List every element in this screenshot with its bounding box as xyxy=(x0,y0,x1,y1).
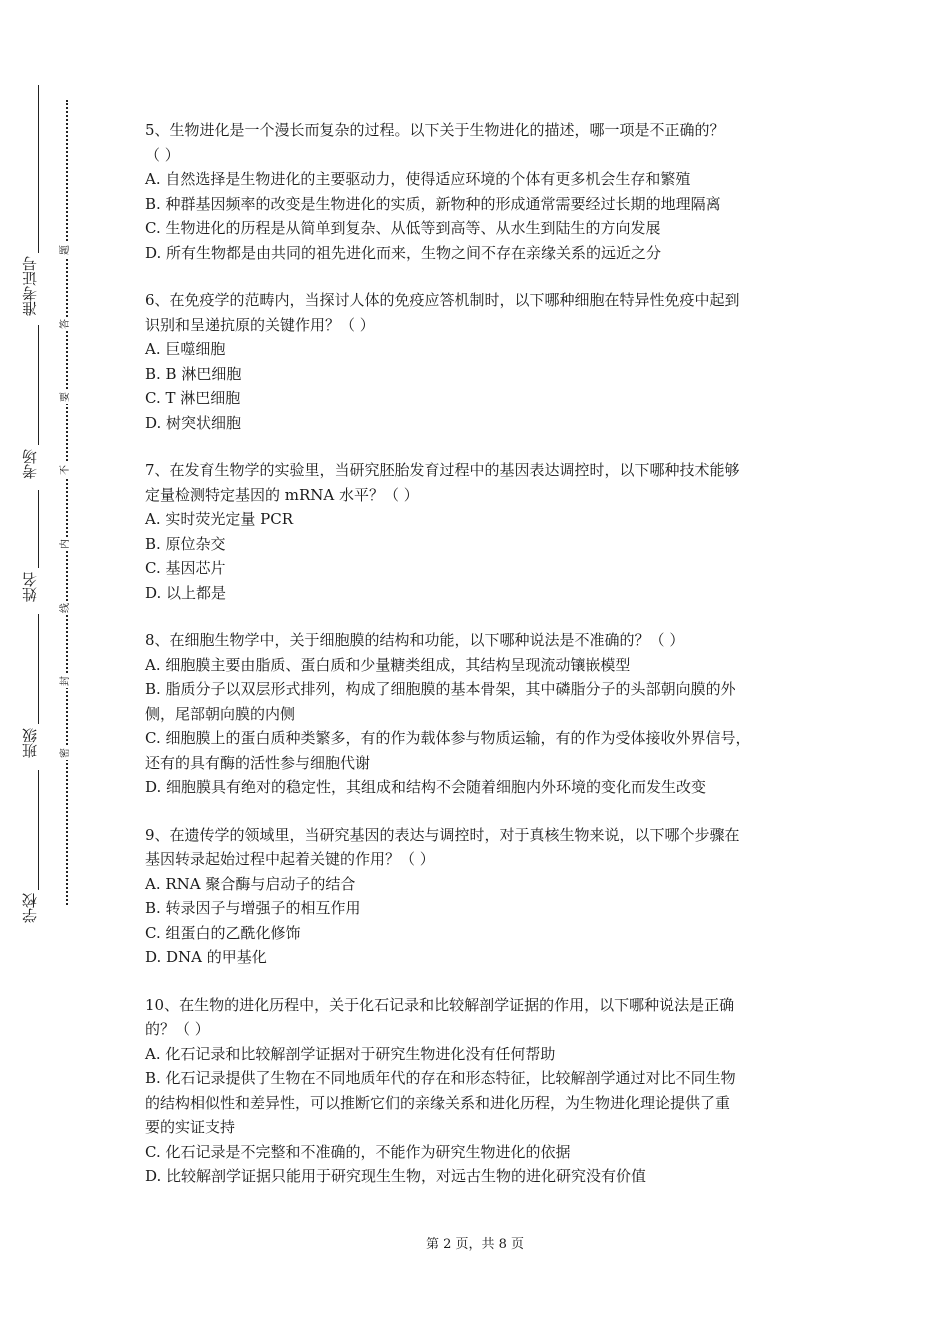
option-a: A. 化石记录和比较解剖学证据对于研究生物进化没有任何帮助 xyxy=(145,1044,556,1063)
option-b-continued: 侧，尾部朝向膜的内侧 xyxy=(145,704,296,723)
option-c: C. 生物进化的历程是从简单到复杂、从低等到高等、从水生到陆生的方向发展 xyxy=(145,219,661,237)
option-b-continued: 的结构相似性和差异性，可以推断它们的亲缘关系和进化历程，为生物进化理论提供了重 xyxy=(145,1093,731,1112)
school-label: 学校 xyxy=(21,893,39,923)
binding-line-segment xyxy=(38,85,39,253)
binding-line-segment xyxy=(38,490,39,568)
option-a: A. 细胞膜主要由脂质、蛋白质和少量糖类组成，其结构呈现流动镶嵌模型 xyxy=(145,655,631,674)
option-d: D. DNA 的甲基化 xyxy=(145,948,267,966)
seal-char: 题 xyxy=(60,245,71,255)
seal-char: 要 xyxy=(60,392,71,402)
question-stem: 7、在发育生物学的实验里，当研究胚胎发育过程中的基因表达调控时，以下哪种技术能够 xyxy=(145,461,740,479)
question-stem: （ ） xyxy=(145,145,180,164)
question-stem: 定量检测特定基因的 mRNA 水平？（ ） xyxy=(145,485,419,504)
option-d: D. 树突状细胞 xyxy=(145,413,242,432)
question-stem: 的？（ ） xyxy=(145,1020,210,1038)
option-d: D. 所有生物都是由共同的祖先进化而来，生物之间不存在亲缘关系的远近之分 xyxy=(145,243,662,262)
option-a: A. 自然选择是生物进化的主要驱动力，使得适应环境的个体有更多机会生存和繁殖 xyxy=(145,170,691,188)
option-d: D. 细胞膜具有绝对的稳定性，其组成和结构不会随着细胞内外环境的变化而发生改变 xyxy=(145,778,707,796)
option-b: B. 原位杂交 xyxy=(145,534,226,553)
option-b: B. 种群基因频率的改变是生物进化的实质，新物种的形成通常需要经过长期的地理隔离 xyxy=(145,194,721,213)
option-c: C. 组蛋白的乙酰化修饰 xyxy=(145,923,301,942)
name-label: 姓名 xyxy=(21,572,39,602)
question-stem: 8、在细胞生物学中，关于细胞膜的结构和功能，以下哪种说法是不准确的？（ ） xyxy=(145,631,685,649)
option-b: B. 脂质分子以双层形式排列，构成了细胞膜的基本骨架，其中磷脂分子的头部朝向膜的外 xyxy=(145,680,736,698)
option-b: B. 化石记录提供了生物在不同地质年代的存在和形态特征，比较解剖学通过对比不同生物 xyxy=(145,1069,736,1087)
question-list xyxy=(145,118,815,1212)
question-stem: 9、在遗传学的领域里，当研究基因的表达与调控时，对于真核生物来说，以下哪个步骤在 xyxy=(145,825,740,844)
question-7 xyxy=(145,458,815,605)
option-d: D. 比较解剖学证据只能用于研究现生生物，对远古生物的进化研究没有价值 xyxy=(145,1167,647,1185)
question-10 xyxy=(145,993,815,1189)
option-c: C. 细胞膜上的蛋白质种类繁多，有的作为载体参与物质运输，有的作为受体接收外界信号， xyxy=(145,729,751,747)
question-8 xyxy=(145,628,815,800)
question-6 xyxy=(145,288,815,435)
class-label: 班级 xyxy=(21,728,39,758)
question-stem: 10、在生物的进化历程中，关于化石记录和比较解剖学证据的作用，以下哪种说法是正确 xyxy=(145,995,735,1014)
option-a: A. 巨噬细胞 xyxy=(145,340,226,358)
question-9 xyxy=(145,823,815,970)
option-b: B. 转录因子与增强子的相互作用 xyxy=(145,899,361,917)
option-c: C. T 淋巴细胞 xyxy=(145,389,241,407)
seal-dotted-line xyxy=(66,100,68,905)
binding-line-segment xyxy=(38,325,39,445)
option-d: D. 以上都是 xyxy=(145,583,227,602)
seal-char: 密 xyxy=(60,748,71,758)
seal-char: 不 xyxy=(60,465,71,475)
option-a: A. 实时荧光定量 PCR xyxy=(145,510,294,528)
page-footer: 第 2 页，共 8 页 xyxy=(425,1237,525,1252)
question-5 xyxy=(145,118,815,265)
exam-room-label: 考场 xyxy=(21,449,39,479)
option-b: B. B 淋巴细胞 xyxy=(145,364,242,383)
question-stem: 6、在免疫学的范畴内，当探讨人体的免疫应答机制时，以下哪种细胞在特异性免疫中起到 xyxy=(145,291,740,309)
seal-char: 线 xyxy=(60,603,71,613)
option-c: C. 化石记录是不完整和不准确的，不能作为研究生物进化的依据 xyxy=(145,1142,571,1161)
option-b-continued: 要的实证支持 xyxy=(145,1118,236,1136)
seal-char: 内 xyxy=(60,539,71,549)
binding-line-segment xyxy=(38,614,39,724)
option-c-continued: 还有的具有酶的活性参与细胞代谢 xyxy=(145,753,371,772)
seal-char: 封 xyxy=(60,676,71,686)
option-a: A. RNA 聚合酶与启动子的结合 xyxy=(145,874,356,893)
option-c: C. 基因芯片 xyxy=(145,559,226,577)
question-stem: 5、生物进化是一个漫长而复杂的过程。以下关于生物进化的描述，哪一项是不正确的？ xyxy=(145,121,725,139)
binding-line-segment xyxy=(38,770,39,890)
question-stem: 识别和呈递抗原的关键作用？（ ） xyxy=(145,315,375,334)
exam-number-label: 准考证号 xyxy=(21,256,39,316)
question-stem: 基因转录起始过程中起着关键的作用？（ ） xyxy=(145,850,435,868)
seal-char: 答 xyxy=(60,319,71,329)
